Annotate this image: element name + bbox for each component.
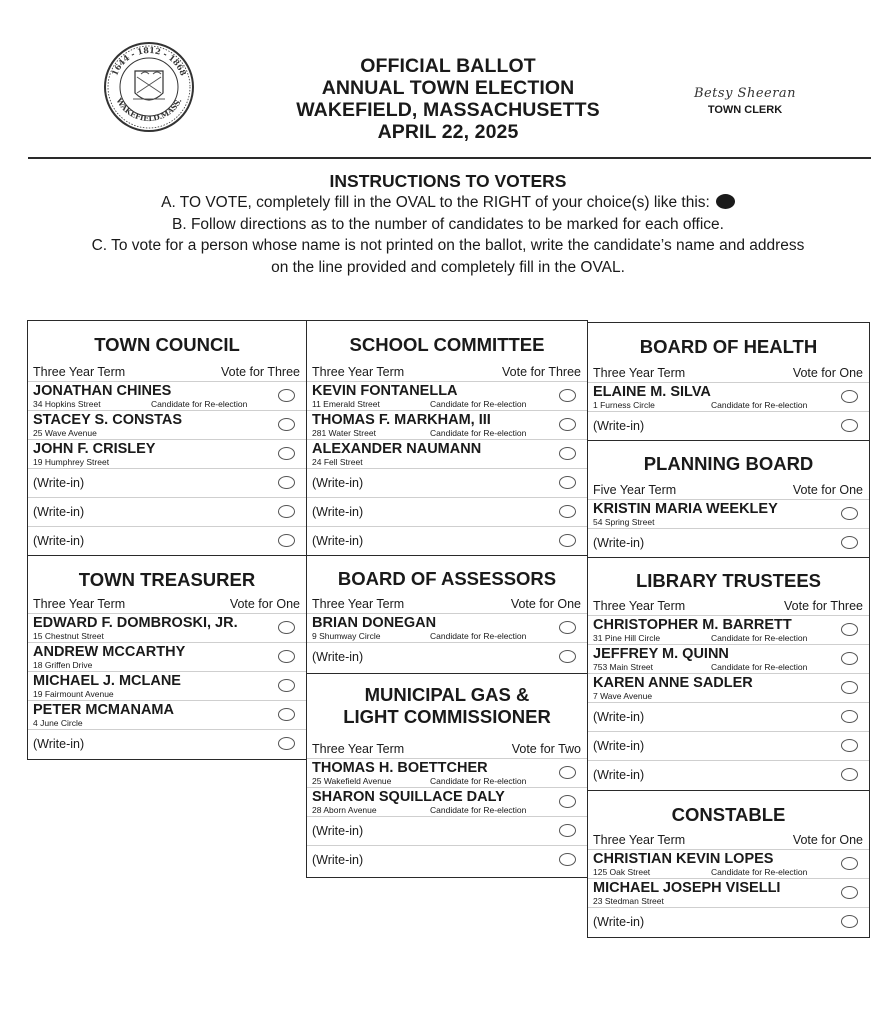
candidate-name: KEVIN FONTANELLA [312, 383, 458, 399]
vote-oval[interactable] [841, 710, 858, 723]
term-label: Three Year Term [593, 599, 686, 613]
vote-oval[interactable] [559, 824, 576, 837]
vote-oval[interactable] [278, 679, 295, 692]
office-school-committee [306, 320, 588, 556]
office-title [307, 674, 587, 740]
term-row [588, 831, 869, 850]
candidate-address: 125 Oak Street [593, 867, 651, 877]
write-in-row[interactable] [307, 817, 587, 846]
reelection-note: Candidate for Re-election [430, 631, 527, 641]
vote-for-label: Vote for One [792, 833, 863, 847]
vote-oval[interactable] [278, 505, 295, 518]
vote-oval[interactable] [841, 915, 858, 928]
candidate-address: 4 June Circle [33, 718, 83, 728]
candidate-row [307, 440, 587, 469]
write-in-label: (Write-in) [312, 534, 364, 548]
candidate-name: CHRISTIAN KEVIN LOPES [593, 851, 774, 867]
write-in-label: (Write-in) [593, 710, 645, 724]
reelection-note: Candidate for Re-election [430, 776, 527, 786]
candidate-row [588, 879, 869, 908]
ballot-title [270, 55, 626, 143]
reelection-note: Candidate for Re-election [711, 662, 808, 672]
reelection-note: Candidate for Re-election [711, 633, 808, 643]
write-in-row[interactable] [588, 732, 869, 761]
office-title: LIBRARY TRUSTEES [635, 570, 822, 591]
term-row [588, 364, 869, 383]
candidate-row [28, 614, 306, 643]
office-planning-board [587, 440, 870, 558]
vote-for-label: Vote for Three [784, 599, 863, 613]
candidate-name: THOMAS F. MARKHAM, III [312, 412, 491, 428]
vote-for-label: Vote for One [229, 597, 300, 611]
write-in-label: (Write-in) [33, 476, 85, 490]
candidate-name: JEFFREY M. QUINN [593, 646, 729, 662]
vote-oval[interactable] [559, 447, 576, 460]
term-label: Three Year Term [593, 366, 686, 380]
reelection-note: Candidate for Re-election [430, 428, 527, 438]
candidate-address: 1 Furness Circle [593, 400, 655, 410]
vote-oval[interactable] [278, 476, 295, 489]
write-in-row[interactable] [307, 469, 587, 498]
candidate-row [28, 411, 306, 440]
reelection-note: Candidate for Re-election [430, 805, 527, 815]
office-title: CONSTABLE [671, 804, 786, 825]
vote-for-label: Vote for One [792, 366, 863, 380]
candidate-name: MICHAEL JOSEPH VISELLI [593, 880, 781, 896]
candidate-name: JOHN F. CRISLEY [33, 441, 156, 457]
write-in-label: (Write-in) [312, 476, 364, 490]
candidate-name: CHRISTOPHER M. BARRETT [593, 617, 792, 633]
candidate-address: 753 Main Street [593, 662, 654, 672]
vote-for-label: Vote for Three [502, 365, 581, 379]
vote-for-label: Vote for One [792, 483, 863, 497]
write-in-row[interactable] [588, 908, 869, 937]
candidate-address: 34 Hopkins Street [33, 399, 101, 409]
vote-oval[interactable] [841, 768, 858, 781]
vote-oval[interactable] [278, 708, 295, 721]
vote-oval[interactable] [559, 795, 576, 808]
title-line: ANNUAL TOWN ELECTION [321, 77, 575, 99]
term-row [588, 481, 869, 500]
reelection-note: Candidate for Re-election [711, 867, 808, 877]
vote-oval[interactable] [278, 737, 295, 750]
term-row [307, 740, 587, 759]
term-label: Five Year Term [593, 483, 677, 497]
candidate-address: 25 Wakefield Avenue [312, 776, 392, 786]
candidate-row [28, 382, 306, 411]
candidate-address: 31 Pine Hill Circle [593, 633, 661, 643]
clerk-label: TOWN CLERK [707, 104, 783, 116]
write-in-row[interactable] [588, 703, 869, 732]
write-in-row[interactable] [588, 761, 869, 790]
term-row [28, 595, 306, 614]
header-divider [28, 157, 871, 159]
write-in-label: (Write-in) [33, 505, 85, 519]
candidate-name: KAREN ANNE SADLER [593, 675, 753, 691]
reelection-note: Candidate for Re-election [711, 400, 808, 410]
candidate-address: 54 Spring Street [593, 517, 655, 527]
candidate-address: 11 Emerald Street [312, 399, 380, 409]
vote-oval[interactable] [559, 621, 576, 634]
candidate-address: 19 Fairmount Avenue [33, 689, 114, 699]
candidate-name: ANDREW MCCARTHY [33, 644, 186, 660]
candidate-row [588, 645, 869, 674]
vote-for-label: Vote for Three [221, 365, 300, 379]
write-in-row[interactable] [588, 412, 869, 441]
vote-oval[interactable] [841, 623, 858, 636]
reelection-note: Candidate for Re-election [151, 399, 248, 409]
write-in-label: (Write-in) [312, 824, 364, 838]
write-in-row[interactable] [307, 527, 587, 556]
write-in-label: (Write-in) [593, 768, 645, 782]
candidate-row [307, 614, 587, 643]
office-board-of-health [587, 322, 870, 441]
vote-oval[interactable] [841, 886, 858, 899]
vote-oval[interactable] [559, 534, 576, 547]
write-in-row[interactable] [307, 643, 587, 672]
vote-oval[interactable] [559, 853, 576, 866]
vote-oval[interactable] [278, 534, 295, 547]
office-municipal-gas-light-commissioner [306, 673, 588, 878]
vote-oval[interactable] [559, 389, 576, 402]
vote-oval[interactable] [841, 739, 858, 752]
office-title: BOARD OF ASSESSORS [337, 568, 557, 589]
vote-oval[interactable] [278, 447, 295, 460]
instruction-b: B. Follow directions as to the number of candidates to be marked for each office. [172, 215, 724, 233]
candidate-row [588, 616, 869, 645]
candidate-row [588, 500, 869, 529]
office-title: PLANNING BOARD [643, 453, 814, 474]
office-board-of-assessors [306, 555, 588, 674]
vote-oval[interactable] [278, 621, 295, 634]
vote-oval[interactable] [841, 507, 858, 520]
write-in-row[interactable] [307, 846, 587, 875]
term-row [307, 595, 587, 614]
write-in-row[interactable] [588, 529, 869, 558]
office-town-treasurer [27, 555, 307, 760]
term-row [28, 363, 306, 382]
candidate-name: STACEY S. CONSTAS [33, 412, 183, 428]
office-title: TOWN TREASURER [78, 569, 256, 590]
candidate-row [307, 382, 587, 411]
office-title-line: LIGHT COMMISSIONER [343, 706, 551, 727]
write-in-label: (Write-in) [312, 505, 364, 519]
office-constable [587, 790, 870, 938]
candidate-row [588, 674, 869, 703]
term-label: Three Year Term [33, 597, 126, 611]
candidate-name: SHARON SQUILLACE DALY [312, 789, 505, 805]
instruction-a-text: A. TO VOTE, completely fill in the OVAL to the RIGHT of your choice(s) like this: [161, 194, 710, 211]
term-label: Three Year Term [312, 742, 405, 756]
reelection-note: Candidate for Re-election [430, 399, 527, 409]
candidate-row [28, 672, 306, 701]
vote-oval[interactable] [841, 419, 858, 432]
write-in-label: (Write-in) [593, 536, 645, 550]
office-title: SCHOOL COMMITTEE [349, 334, 545, 355]
write-in-label: (Write-in) [593, 915, 645, 929]
candidate-address: 7 Wave Avenue [593, 691, 653, 701]
vote-oval[interactable] [559, 476, 576, 489]
town-clerk-signature-block [670, 86, 820, 116]
term-label: Three Year Term [312, 365, 405, 379]
vote-oval[interactable] [559, 650, 576, 663]
term-label: Three Year Term [312, 597, 405, 611]
write-in-row[interactable] [307, 498, 587, 527]
title-line: WAKEFIELD, MASSACHUSETTS [296, 99, 600, 121]
vote-oval[interactable] [841, 390, 858, 403]
office-library-trustees [587, 557, 870, 791]
vote-oval[interactable] [841, 652, 858, 665]
vote-oval[interactable] [559, 766, 576, 779]
office-title: BOARD OF HEALTH [639, 336, 818, 357]
term-row [588, 597, 869, 616]
write-in-label: (Write-in) [312, 650, 364, 664]
office-town-council [27, 320, 307, 556]
candidate-name: JONATHAN CHINES [33, 383, 172, 399]
candidate-name: ALEXANDER NAUMANN [312, 441, 482, 457]
candidate-name: BRIAN DONEGAN [312, 615, 437, 631]
candidate-address: 18 Griffen Drive [33, 660, 93, 670]
write-in-row[interactable] [28, 527, 306, 556]
vote-oval[interactable] [278, 650, 295, 663]
term-label: Three Year Term [33, 365, 126, 379]
candidate-address: 281 Water Street [312, 428, 376, 438]
candidate-name: PETER MCMANAMA [33, 702, 174, 718]
candidate-name: KRISTIN MARIA WEEKLEY [593, 501, 778, 517]
candidate-row [588, 850, 869, 879]
candidate-address: 24 Fell Street [312, 457, 363, 467]
write-in-row[interactable] [28, 498, 306, 527]
vote-oval[interactable] [841, 536, 858, 549]
svg-text:1644 - 1812 - 1868: 1644 - 1812 - 1868 [109, 44, 189, 77]
clerk-signature: Betsy Sheeran [693, 86, 797, 101]
vote-oval[interactable] [559, 505, 576, 518]
candidate-row [307, 411, 587, 440]
vote-for-label: Vote for One [510, 597, 581, 611]
title-line: OFFICIAL BALLOT [360, 55, 536, 77]
candidate-row [588, 383, 869, 412]
candidate-address: 15 Chestnut Street [33, 631, 104, 641]
instruction-a [30, 192, 866, 214]
vote-oval[interactable] [841, 857, 858, 870]
instructions-to-voters [30, 170, 866, 278]
svg-text:WAKEFIELD.MASS.: WAKEFIELD.MASS. [114, 96, 184, 124]
candidate-row [28, 440, 306, 469]
write-in-row[interactable] [28, 730, 306, 759]
candidate-address: 19 Humphrey Street [33, 457, 110, 467]
candidate-row [307, 759, 587, 788]
write-in-label: (Write-in) [593, 419, 645, 433]
candidate-name: EDWARD F. DOMBROSKI, JR. [33, 615, 238, 631]
candidate-address: 9 Shumway Circle [312, 631, 381, 641]
candidate-name: THOMAS H. BOETTCHER [312, 760, 488, 776]
candidate-row [28, 643, 306, 672]
write-in-label: (Write-in) [33, 534, 85, 548]
office-title: TOWN COUNCIL [94, 334, 240, 355]
candidate-row [28, 701, 306, 730]
write-in-row[interactable] [28, 469, 306, 498]
vote-oval[interactable] [278, 418, 295, 431]
term-label: Three Year Term [593, 833, 686, 847]
vote-oval[interactable] [278, 389, 295, 402]
candidate-name: ELAINE M. SILVA [593, 384, 711, 400]
candidate-name: MICHAEL J. MCLANE [33, 673, 181, 689]
town-seal-logo [103, 41, 195, 133]
instruction-c1: C. To vote for a person whose name is not printed on the ballot, write the candidate’s name and address [91, 237, 805, 254]
office-title-line: MUNICIPAL GAS & [364, 684, 530, 705]
title-line: APRIL 22, 2025 [377, 121, 519, 143]
candidate-row [307, 788, 587, 817]
candidate-address: 28 Aborn Avenue [312, 805, 377, 815]
vote-for-label: Vote for Two [511, 742, 581, 756]
write-in-label: (Write-in) [33, 737, 85, 751]
filled-oval-example-icon [716, 194, 735, 209]
term-row [307, 363, 587, 382]
candidate-address: 25 Wave Avenue [33, 428, 97, 438]
vote-oval[interactable] [559, 418, 576, 431]
instruction-c2: on the line provided and completely fill in the OVAL. [271, 258, 625, 276]
vote-oval[interactable] [841, 681, 858, 694]
write-in-label: (Write-in) [593, 739, 645, 753]
candidate-address: 23 Stedman Street [593, 896, 664, 906]
write-in-label: (Write-in) [312, 853, 364, 867]
instructions-title: INSTRUCTIONS TO VOTERS [329, 171, 567, 191]
